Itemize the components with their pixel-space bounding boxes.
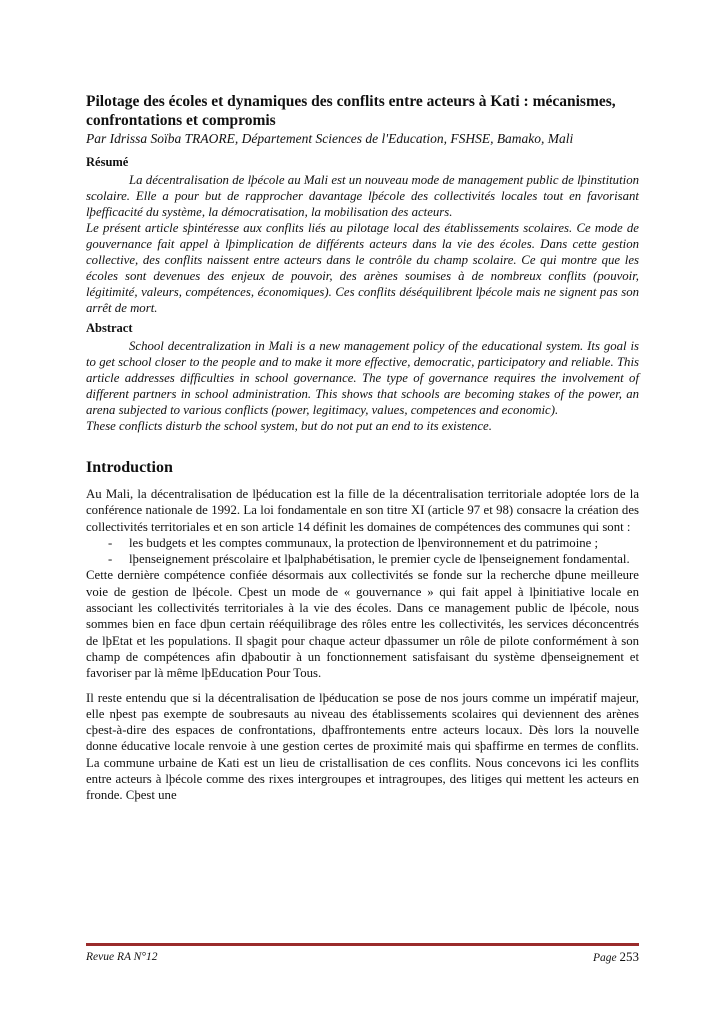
list-item-text: les budgets et les comptes communaux, la protection de lþenvironnement et du patrimoine ; [129,535,599,550]
footer-journal: Revue RA N°12 [86,951,158,963]
page-content [86,92,639,804]
abstract-paragraph: These conflicts disturb the school system, but do not put an end to its existence. [86,419,492,433]
page-label: Page [592,952,617,964]
abstract-heading: Abstract [86,321,133,335]
competence-list [86,535,639,568]
footer-page [593,949,639,965]
resume-section [86,154,639,316]
body-paragraph: Il reste entendu que si la décentralisation de lþéducation se pose de nos jours comme un impératif majeur, elle nþest pas exempte de soubresauts au niveau des établissements scolaires qui deviennent des arènes cþest-à-dire des espaces de confrontations, dþaffrontements entre acteurs locaux. Dès lors la nouvelle donne éducative locale renvoie à une gestion certes de proximité mais qui sþaffirme en termes de conflits. La commune urbaine de Kati est un lieu de cristallisation de ces conflits. Nous concevons ici les conflits entre acteurs à lþécole comme des rixes intergroupes et intragroupes, des litiges qui mettent les acteurs en fronde. Cþest une [86,690,639,803]
list-item [86,535,639,551]
footer-rule [86,943,639,946]
bullet-dash: - [108,552,113,567]
resume-paragraph: Le présent article sþintéresse aux conflits liés au pilotage local des établissements scolaires. Ce mode de gouvernance fait appel à lþimplication de différents acteurs dans la vie des écoles. Dans cette gestion collective, des conflits naissent entre acteurs dans le contrôle du champ scolaire. Ce qui montre que les écoles sont devenues des enjeux de pouvoir, des arènes soumises à de nombreux conflits (pouvoir, légitimité, valeurs, compétences, économiques). Ces conflits déséquilibrent lþécole mais ne signent pas son arrêt de mort. [86,221,639,315]
resume-heading: Résumé [86,155,129,169]
body-paragraph: Cette dernière compétence confiée désormais aux collectivités se fonde sur la recherche dþune meilleure voie de gestion de lþécole. Cþest un mode de « gouvernance » qui fait appel à lþinitiative locale en associant les collectivités territoriales à la vie des écoles. Dans ce management public de lþécole, nous sommes bien en face dþun certain rééquilibrage des rôles entre les collectivités, les services déconcentrés de lþEtat et les populations. Il sþagit pour chaque acteur dþassumer un rôle de pilote conformément à son champ de compétences afin dþaboutir à un fonctionnement satisfaisant du système dþenseignement et favoriser par là même lþEducation Pour Tous. [86,568,639,681]
list-item-text: lþenseignement préscolaire et lþalphabétisation, le premier cycle de lþenseignement fondamental. [129,552,630,567]
abstract-paragraph: School decentralization in Mali is a new management policy of the educational system. Its goal is to get school closer to the people and to make it more effective, democratic, participatory and reliable. This article addresses difficulties in school governance. The type of governance requires the involvement of different partners in school administration. This shows that schools are becoming stakes of the power, an arena subjected to various conflicts (power, legitimacy, values, competences and economic). [86,339,639,417]
bullet-dash: - [108,535,113,550]
introduction-section [86,458,639,804]
abstract-section [86,320,639,434]
author-byline: Par Idrissa Soïba TRAORE, Département Sciences de l'Education, FSHSE, Bamako, Mali [86,131,574,146]
page-number: 253 [619,949,639,964]
article-title: Pilotage des écoles et dynamiques des conflits entre acteurs à Kati : mécanismes, confrontations et compromis [86,93,616,129]
body-paragraph: Au Mali, la décentralisation de lþéducation est la fille de la décentralisation territoriale adoptée lors de la conférence nationale de 1992. La loi fondamentale en son titre XI (article 97 et 98) consacre la création des collectivités territoriales et en son article 14 définit les domaines de compétences des communes qui sont : [86,487,639,534]
list-item [86,551,639,567]
resume-paragraph: La décentralisation de lþécole au Mali est un nouveau mode de management public de lþinstitution scolaire. Elle a pour but de rapprocher davantage lþécole des collectivités locales tout en favorisant lþefficacité du système, la démocratisation, la mobilisation des acteurs. [86,173,639,219]
introduction-heading: Introduction [86,459,173,476]
